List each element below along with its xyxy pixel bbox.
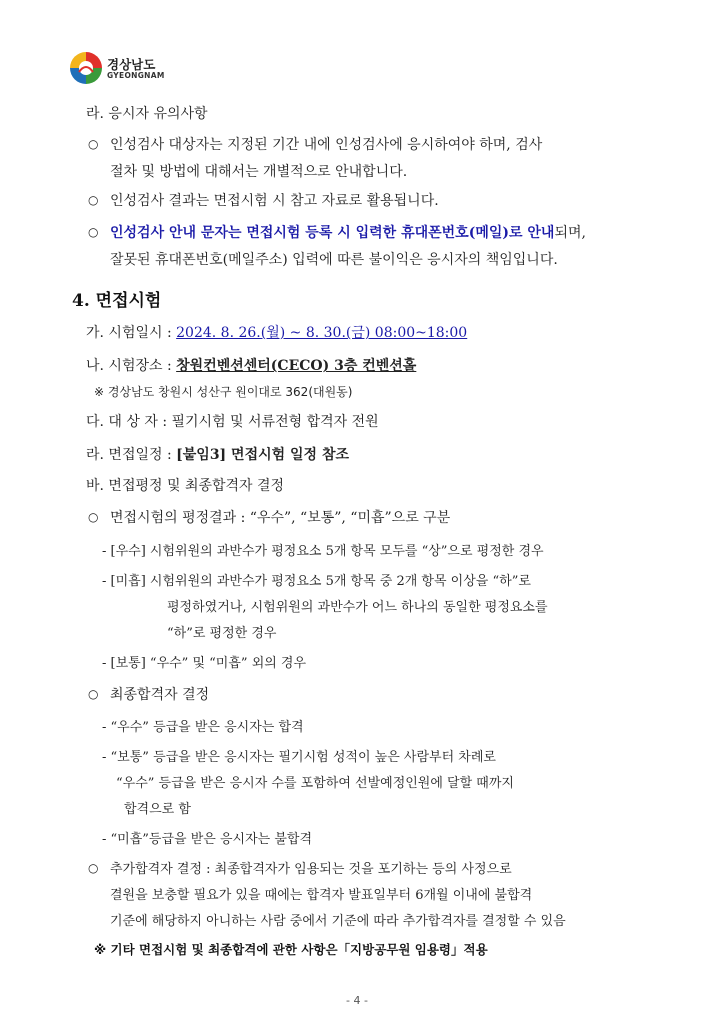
- bullet-circle-icon: ○: [88, 687, 99, 701]
- ra-item3-line1: [110, 222, 586, 242]
- logo-korean-name: 경상남도: [107, 57, 156, 72]
- logo-english-name: GYEONGNAM: [107, 71, 165, 80]
- bullet-circle-icon: ○: [88, 510, 99, 524]
- eval-detail-excellent: - [우수] 시험위원의 과반수가 평정요소 5개 항목 모두를 “상”으로 평정한 경우: [102, 544, 544, 559]
- gyeongnam-emblem-icon: [68, 50, 104, 86]
- eval-detail-normal: - [보통] “우수” 및 “미흡” 외의 경우: [102, 656, 307, 671]
- na-row: [86, 355, 416, 375]
- ra-item3-line2: 잘못된 휴대폰번호(메일주소) 입력에 따른 불이익은 응시자의 책임입니다.: [110, 252, 558, 268]
- ra-label: 라. 면접일정 :: [86, 447, 172, 463]
- ra-row: [86, 444, 349, 464]
- ra-item2: 인성검사 결과는 면접시험 시 참고 자료로 활용됩니다.: [110, 193, 439, 209]
- final-detail-poor: - “미흡”등급을 받은 응시자는 불합격: [102, 832, 313, 847]
- additional-line1: 추가합격자 결정 : 최종합격자가 임용되는 것을 포기하는 등의 사정으로: [110, 862, 512, 877]
- eval-detail-poor-line2: 평정하였거나, 시험위원의 과반수가 어느 하나의 동일한 평정요소를: [167, 600, 548, 615]
- ra-item1-line1: 인성검사 대상자는 지정된 기간 내에 인성검사에 응시하여야 하며, 검사: [110, 137, 543, 153]
- section4-title: 4. 면접시험: [72, 291, 162, 311]
- ba-title: 바. 면접평정 및 최종합격자 결정: [86, 478, 285, 494]
- bullet-circle-icon: ○: [88, 137, 99, 151]
- section-ra-title: 라. 응시자 유의사항: [86, 106, 208, 122]
- eval-detail-poor-line3: “하”로 평정한 경우: [167, 626, 277, 641]
- gyeongnam-logo: [68, 50, 188, 86]
- ra-item3-rest: 되며,: [554, 225, 586, 241]
- na-label: 나. 시험장소 :: [86, 358, 172, 374]
- ra-item3-highlight: 인성검사 안내 문자는 면접시험 등록 시 입력한 휴대폰번호(메일)로 안내: [110, 225, 555, 241]
- ra-value: [붙임3] 면접시험 일정 참조: [176, 447, 349, 463]
- final-detail-normal-line3: 합격으로 함: [124, 802, 191, 817]
- eval-text: 면접시험의 평정결과 : “우수”, “보통”, “미흡”으로 구분: [110, 510, 451, 526]
- ga-label: 가. 시험일시 :: [86, 325, 172, 341]
- bullet-circle-icon: ○: [88, 193, 99, 207]
- ra-item1-line2: 절차 및 방법에 대해서는 개별적으로 안내합니다.: [110, 164, 408, 180]
- footnote: ※ 기타 면접시험 및 최종합격에 관한 사항은「지방공무원 임용령」적용: [94, 942, 488, 957]
- final-text: 최종합격자 결정: [110, 687, 210, 703]
- na-value: 창원컨벤션센터(CECO) 3층 컨벤션홀: [176, 358, 417, 374]
- da-row: 다. 대 상 자 : 필기시험 및 서류전형 합격자 전원: [86, 414, 379, 430]
- final-detail-normal-line2: “우수” 등급을 받은 응시자 수를 포함하여 선발예정인원에 달할 때까지: [116, 776, 514, 791]
- additional-line2: 결원을 보충할 필요가 있을 때에는 합격자 발표일부터 6개월 이내에 불합격: [110, 888, 533, 903]
- additional-line3: 기준에 해당하지 아니하는 사람 중에서 기준에 따라 추가합격자를 결정할 수 있음: [110, 914, 566, 929]
- na-address-note: ※ 경상남도 창원시 성산구 원이대로 362(대원동): [94, 385, 353, 399]
- bullet-circle-icon: ○: [88, 861, 99, 875]
- ga-value: 2024. 8. 26.(월) ~ 8. 30.(금) 08:00~18:00: [176, 325, 468, 341]
- ga-row: [86, 322, 467, 342]
- eval-detail-poor-line1: - [미흡] 시험위원의 과반수가 평정요소 5개 항목 중 2개 항목 이상을 “하”로: [102, 574, 531, 589]
- final-detail-excellent: - “우수” 등급을 받은 응시자는 합격: [102, 720, 304, 735]
- page-number: - 4 -: [346, 994, 368, 1007]
- bullet-circle-icon: ○: [88, 225, 99, 239]
- final-detail-normal-line1: - “보통” 등급을 받은 응시자는 필기시험 성적이 높은 사람부터 차례로: [102, 750, 496, 765]
